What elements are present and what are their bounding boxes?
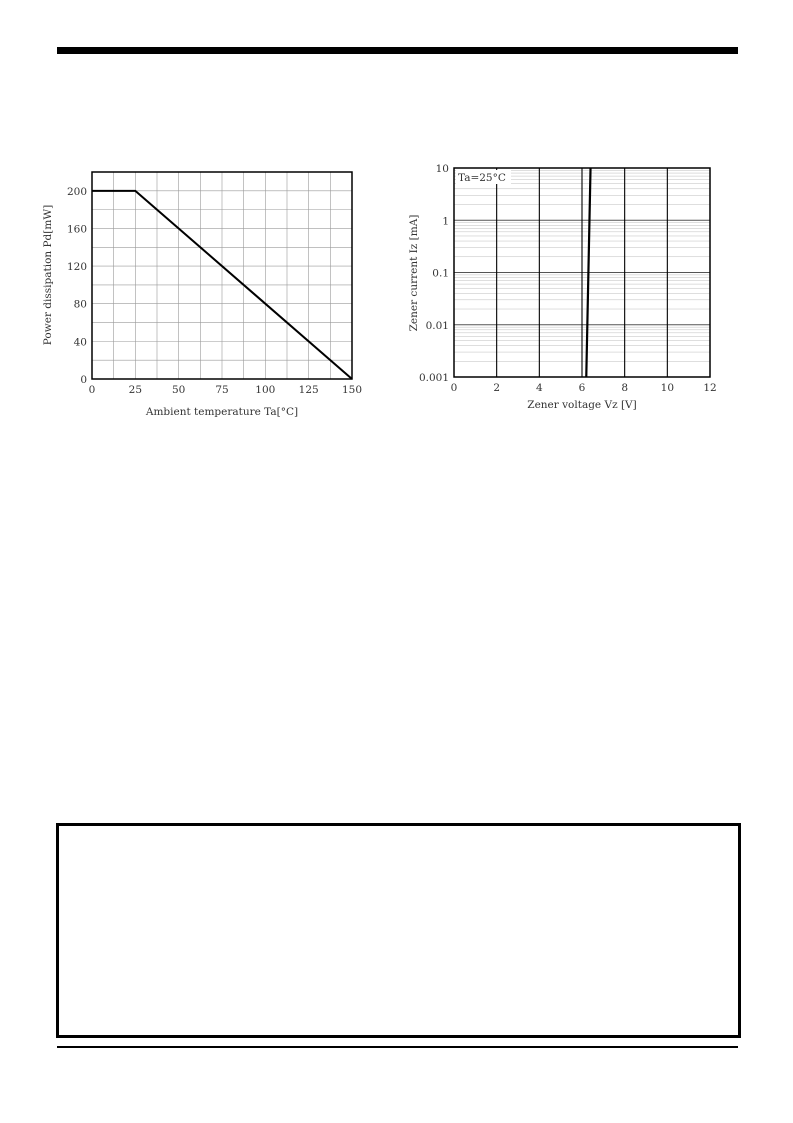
- pd-x-tick-label: 150: [341, 384, 363, 396]
- iz-x-tick-label: 12: [703, 382, 717, 394]
- iz-y-axis-label: Zener current Iz [mA]: [408, 214, 420, 332]
- pd-x-axis-label: Ambient temperature Ta[°C]: [145, 406, 299, 418]
- iz-x-tick-label: 8: [621, 382, 629, 394]
- iz-x-tick-label: 2: [493, 382, 501, 394]
- pd-y-tick-label: 80: [73, 298, 87, 311]
- zener-current-chart: [400, 155, 730, 420]
- iz-y-tick-label: 1: [442, 215, 449, 228]
- pd-y-tick-label: 120: [66, 261, 87, 274]
- iz-x-tick-label: 0: [450, 382, 458, 394]
- pd-grid: [92, 172, 352, 379]
- iz-x-axis-label: Zener voltage Vz [V]: [527, 399, 637, 411]
- iz-y-tick-label: 0.001: [418, 372, 449, 384]
- pd-x-tick-label: 75: [215, 384, 229, 396]
- pd-y-tick-label: 160: [66, 223, 87, 236]
- pd-x-tick-label: 100: [255, 384, 276, 396]
- iz-y-ticks: [419, 163, 449, 384]
- pd-y-ticks: [67, 186, 87, 386]
- pd-x-tick-label: 0: [88, 384, 96, 396]
- bottom-rule: [57, 1046, 738, 1048]
- iz-x-tick-label: 6: [578, 382, 586, 394]
- pd-x-tick-label: 50: [171, 384, 186, 396]
- power-dissipation-chart: [30, 160, 370, 425]
- pd-y-tick-label: 200: [66, 185, 87, 198]
- pd-y-tick-label: 40: [73, 336, 87, 349]
- iz-y-tick-label: 10: [435, 163, 449, 175]
- iz-grid: [454, 168, 710, 377]
- notes-box: [56, 823, 741, 1038]
- iz-x-ticks: [451, 382, 717, 394]
- pd-y-axis-label: Power dissipation Pd[mW]: [42, 204, 54, 346]
- top-rule: [57, 47, 738, 54]
- pd-x-tick-label: 25: [128, 384, 143, 396]
- pd-x-ticks: [89, 384, 362, 396]
- iz-annotation: Ta=25°C: [458, 172, 506, 184]
- pd-y-tick-label: 0: [80, 374, 87, 386]
- iz-x-tick-label: 4: [535, 382, 543, 394]
- iz-y-tick-label: 0.1: [432, 267, 449, 280]
- iz-x-tick-label: 10: [660, 382, 675, 394]
- iz-y-tick-label: 0.01: [425, 319, 449, 332]
- pd-x-tick-label: 125: [298, 384, 319, 396]
